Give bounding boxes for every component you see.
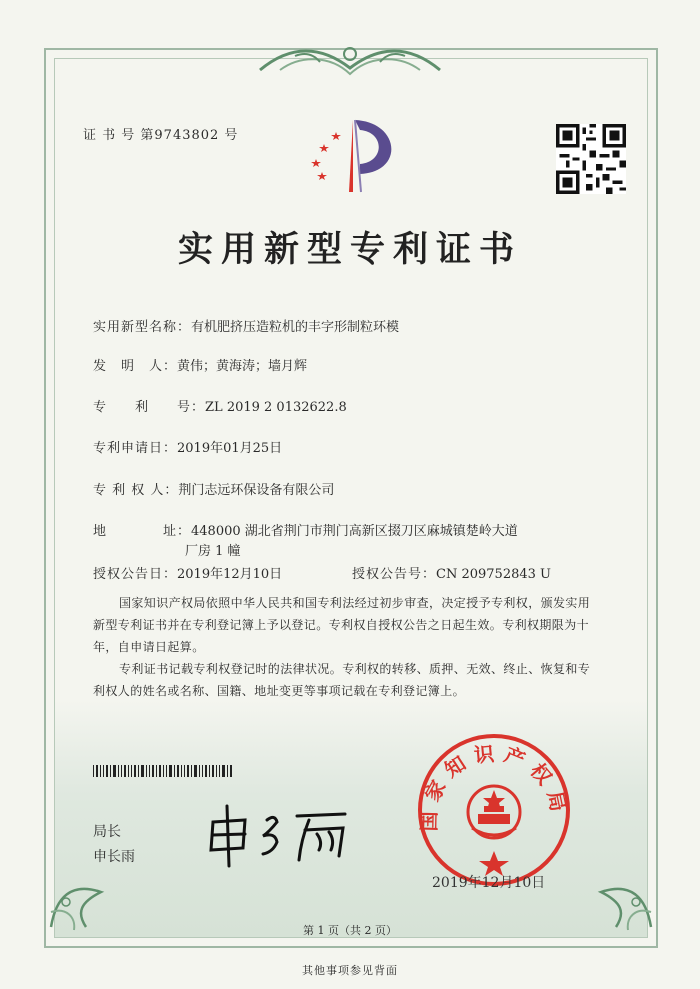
field-label: 专利申请日： <box>93 441 178 456</box>
certificate-number: 证 书 号 第9743802 号 <box>83 128 239 143</box>
application-date-row <box>93 437 282 456</box>
utility-model-name-row <box>93 316 399 335</box>
field-value: 2019年12月10日 <box>177 567 283 582</box>
paragraph-line: 新型专利证书并在专利登记簿上予以登记。专利权自授权公告之日起生效。专利权期限为十 <box>93 618 590 632</box>
field-value: 448000 湖北省荆门市荆门高新区掇刀区麻城镇楚岭大道 <box>191 524 518 539</box>
barcode-icon <box>93 765 233 777</box>
patentee-row <box>93 479 334 498</box>
seal-date: 2019年12月10日 <box>432 875 546 891</box>
ornament-icon <box>576 842 656 932</box>
paragraph-line: 年，自申请日起算。 <box>93 640 205 654</box>
grant-publication-number-row <box>352 563 551 582</box>
signature-image <box>205 800 355 870</box>
field-label: 专 利 号： <box>93 400 206 415</box>
field-value: 黄伟；黄海涛；墙月辉 <box>177 359 308 374</box>
seal-text <box>414 730 574 890</box>
qr-code-icon <box>556 124 626 194</box>
paragraph-line: 专利证书记载专利权登记时的法律状况。专利权的转移、质押、无效、终止、恢复和专 <box>119 662 591 676</box>
director-title: 局长 <box>93 824 121 840</box>
ornament-icon <box>250 40 450 82</box>
certificate-title: 实用新型专利证书 <box>177 229 522 270</box>
inventor-row <box>93 355 307 374</box>
field-value: CN 209752843 U <box>436 567 551 582</box>
field-label: 发 明 人： <box>93 359 178 374</box>
page-number: 第 1 页（共 2 页） <box>303 924 397 937</box>
svg-text:国家知识产权局 <box>417 741 573 832</box>
grant-publication-date-row <box>93 563 282 582</box>
field-label: 授权公告日： <box>93 567 178 582</box>
seal-text-path: 国家知识产权局 <box>416 740 573 832</box>
field-value: ZL 2019 2 0132622.8 <box>205 400 347 415</box>
field-value: 荆门志远环保设备有限公司 <box>178 483 335 498</box>
patent-number-row <box>93 396 347 415</box>
field-value: 有机肥挤压造粒机的丰字形制粒环模 <box>191 320 400 335</box>
cnipa-logo-icon <box>305 112 405 196</box>
paragraph-line: 利权人的姓名或名称、国籍、地址变更等事项记载在专利登记簿上。 <box>93 684 466 698</box>
field-label: 授权公告号： <box>352 567 437 582</box>
field-value: 2019年01月25日 <box>177 441 283 456</box>
address-row <box>93 520 518 539</box>
director-name: 申长雨 <box>93 849 135 865</box>
footer-note: 其他事项参见背面 <box>302 964 398 977</box>
field-label: 实用新型名称： <box>93 320 192 335</box>
address-line-2: 厂房 1 幢 <box>185 544 241 559</box>
field-label: 专 利 权 人： <box>93 483 179 498</box>
paragraph-line: 国家知识产权局依照中华人民共和国专利法经过初步审查，决定授予专利权，颁发实用 <box>119 596 591 610</box>
field-label: 地 址： <box>93 524 192 539</box>
